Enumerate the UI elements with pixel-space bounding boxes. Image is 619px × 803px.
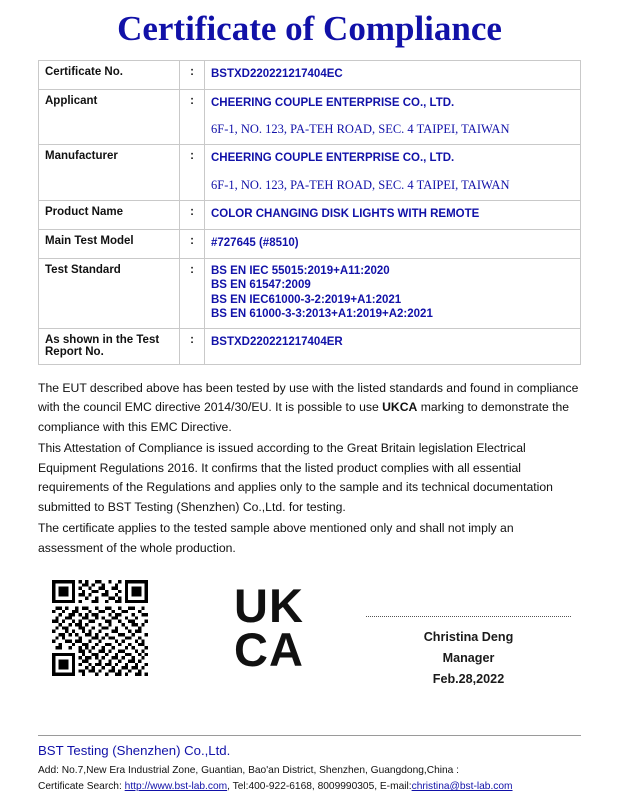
test-standard-line: BS EN 61000-3-3:2013+A1:2019+A2:2021 [211, 308, 433, 321]
certificate-search-link[interactable]: http://www.bst-lab.com [124, 781, 228, 793]
certificate-page [0, 8, 619, 803]
table-row [39, 201, 581, 230]
certificate-number: BSTXD220221217404EC [211, 68, 343, 80]
table-row [39, 61, 581, 90]
footer-tel: , Tel:400-922-6168, 8009990305, E-mail: [227, 781, 412, 793]
statement-paragraph-3: The certificate applies to the tested sample above mentioned only and shall not imply an assessment of the whole production. [38, 520, 514, 555]
footer-contact [38, 779, 581, 795]
table-row [39, 145, 581, 201]
test-standard-line: BS EN IEC61000-3-2:2019+A1:2021 [211, 293, 402, 306]
test-report-number: BSTXD220221217404ER [211, 335, 343, 348]
footer-company-name: BST Testing (Shenzhen) Co.,Ltd. [38, 743, 231, 759]
report-label-line1: As shown in the [45, 333, 134, 346]
ukca-mark-line2: CA [234, 622, 304, 676]
qr-code-icon [52, 580, 148, 676]
row-label: Applicant [39, 89, 180, 145]
marks-and-signature [38, 580, 581, 740]
ukca-mark-line1: UK [234, 579, 304, 633]
row-colon: : [180, 328, 205, 364]
footer-address: Add: No.7,New Era Industrial Zone, Guantian, Bao'an District, Shenzhen, Guangdong,China : [38, 765, 460, 777]
row-colon: : [180, 201, 205, 230]
manufacturer-address: 6F-1, NO. 123, PA-TEH ROAD, SEC. 4 TAIPEI, TAIWAN [211, 178, 510, 193]
signature-date: Feb.28,2022 [432, 671, 505, 686]
main-test-model: #727645 (#8510) [211, 236, 299, 249]
footer-divider [38, 735, 581, 736]
signatory-title: Manager [442, 651, 495, 666]
table-row [39, 229, 581, 258]
row-value [205, 201, 581, 230]
product-name: COLOR CHANGING DISK LIGHTS WITH REMOTE [211, 208, 480, 221]
row-value [205, 145, 581, 201]
footer-email-link[interactable]: christina@bst-lab.com [411, 781, 513, 793]
row-label: Test Standard [39, 258, 180, 328]
test-standard-line: BS EN 61547:2009 [211, 279, 311, 292]
row-value [205, 89, 581, 145]
signature-block [366, 616, 571, 689]
test-standard-line: BS EN IEC 55015:2019+A11:2020 [211, 264, 390, 277]
compliance-statement [38, 379, 581, 559]
manufacturer-name: CHEERING COUPLE ENTERPRISE CO., LTD. [211, 152, 455, 165]
table-row [39, 89, 581, 145]
row-value [205, 328, 581, 364]
row-colon: : [180, 89, 205, 145]
table-row [39, 258, 581, 328]
row-colon: : [180, 145, 205, 201]
row-label [39, 328, 180, 364]
ukca-keyword: UKCA [382, 400, 418, 415]
row-value [205, 61, 581, 90]
row-colon: : [180, 258, 205, 328]
statement-paragraph-2: This Attestation of Compliance is issued according to the Great Britain legislation Electrical Equipment Regulations 2016. It confirms that the listed product complies with all essential requirements of the Regulations and applies only to the sample and its technical documentation submitted to BST Testing (Shenzhen) Co.,Ltd. for testing. [38, 440, 553, 515]
signature-divider [366, 616, 571, 618]
certificate-info-table [38, 60, 581, 365]
report-label-line2: Test Report No. [45, 333, 160, 358]
applicant-name: CHEERING COUPLE ENTERPRISE CO., LTD. [211, 96, 455, 109]
row-colon: : [180, 229, 205, 258]
statement-p1-part1: The EUT described above has been tested by use with the listed standards and found in compliance with the council EMC directive 2014/30/EU. It is possible to use [38, 380, 579, 415]
row-colon: : [180, 61, 205, 90]
table-row [39, 328, 581, 364]
row-value [205, 229, 581, 258]
row-label: Main Test Model [39, 229, 180, 258]
ukca-mark-icon [234, 579, 354, 676]
statement-paragraph-1 [38, 379, 581, 438]
page-title: Certificate of Compliance [117, 9, 502, 48]
row-label: Manufacturer [39, 145, 180, 201]
statement-p1-part2: marking to demonstrate the compliance with this EMC Directive. [38, 400, 570, 435]
page-footer [0, 735, 619, 795]
certificate-search-label: Certificate Search: [38, 781, 122, 793]
row-value [205, 258, 581, 328]
applicant-address: 6F-1, NO. 123, PA-TEH ROAD, SEC. 4 TAIPEI, TAIWAN [211, 122, 510, 137]
row-label: Product Name [39, 201, 180, 230]
signatory-name: Christina Deng [423, 630, 514, 645]
row-label: Certificate No. [39, 61, 180, 90]
